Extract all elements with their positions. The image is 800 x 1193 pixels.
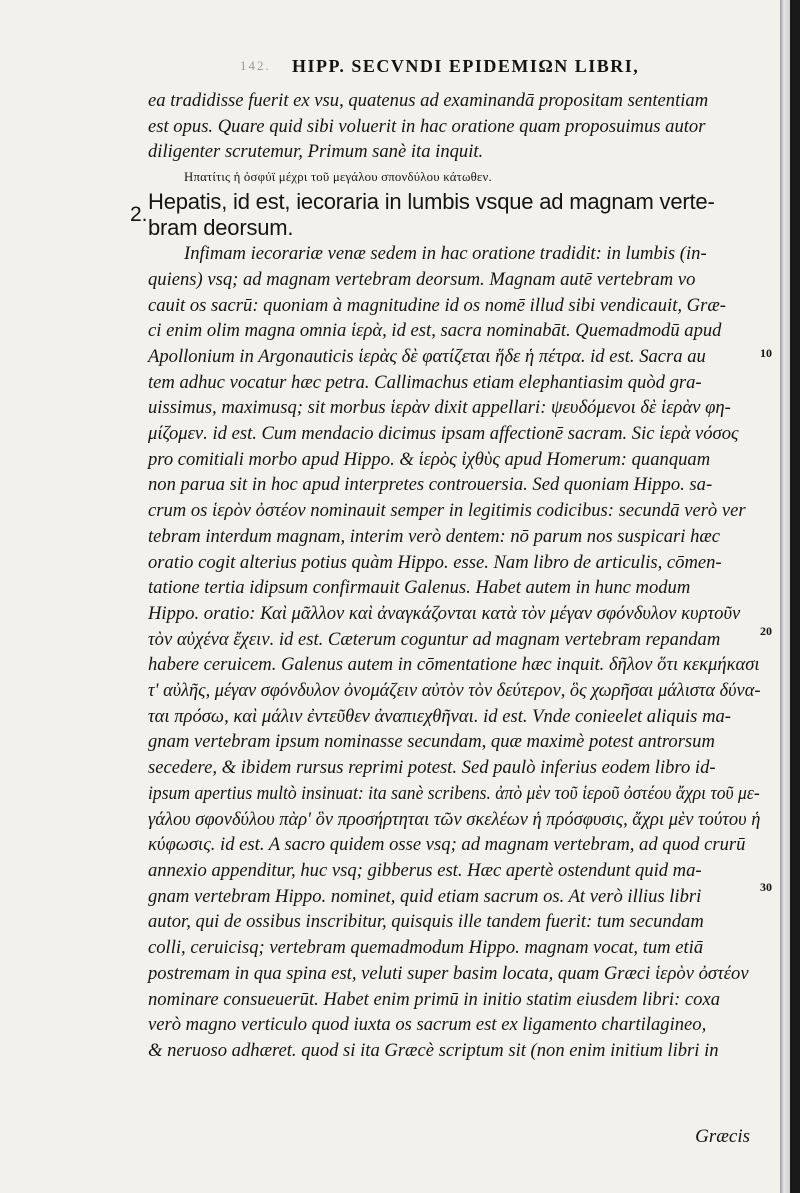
page-edge (780, 0, 790, 1193)
commentary-line: κύφωσις. id est. A sacro quidem osse vsq; ad magnam vertebram, ad quod crurū (148, 834, 746, 856)
catchword: Græcis (695, 1126, 750, 1147)
text-line: ea tradidisse fuerit ex vsu, quatenus ad examinandā propositam sententiam (148, 90, 709, 111)
commentary-line: & neruoso adhæret. quod si ita Græcè scriptum sit (non enim initium libri in (148, 1039, 719, 1061)
commentary-line: colli, ceruicisq; vertebram quemadmodum Hippo. magnam vocat, tum etiā (148, 937, 704, 959)
commentary-line: nominare consueuerūt. Habet enim primū in initio statim eiusdem libri: coxa (148, 988, 721, 1010)
commentary-line: gnam vertebram ipsum nominasse secundam, quæ maximè potest antrorsum (148, 731, 715, 753)
commentary-line: crum os ἱερὸν ὀστέον nominauit semper in legitimis codicibus: secundā verò ver (148, 500, 746, 522)
commentary-block (148, 241, 760, 1064)
commentary-line: secedere, & ibidem rursus reprimi potest. Sed paulò inferius eodem libro id- (148, 757, 716, 779)
commentary-line: Apollonium in Argonauticis ἱερὰς δὲ φατίζεται ἥδε ἡ πέτρα. id est. Sacra au (148, 345, 706, 367)
lemma-heading: Hepatis, id est, iecoraria in lumbis vsque ad magnam verte- (148, 189, 715, 215)
commentary-line: verò magno verticulo quod iuxta os sacrum est ex ligamento chartilagineo, (148, 1014, 707, 1036)
commentary-line: tebram interdum magnam, interim verò dentem: nō parum nos suspicari hæc (148, 525, 721, 547)
margin-line-number: 10 (760, 346, 772, 360)
text-line: diligenter scrutemur, Primum sanè ita inquit. (148, 141, 484, 163)
commentary-line: gnam vertebram Hippo. nominet, quid etiam sacrum os. At verò illius libri (148, 885, 702, 907)
commentary-line: non parua sit in hoc apud interpretes controuersia. Sed quoniam Hippo. sa- (148, 474, 713, 496)
margin-line-number: 30 (760, 880, 772, 894)
lemma-heading: bram deorsum. (148, 215, 294, 241)
commentary-line: oratio cogit alterius potius quàm Hippo. esse. Nam libro de articulis, cōmen- (148, 551, 722, 573)
folio-number: 142. (240, 58, 271, 73)
commentary-line: τ' αὐλῆς, μέγαν σφόνδυλον ὀνομάζειν αὐτὸν τὸν δεύτερον, ὃς χωρῆσαι μάλιστα δύνα- (148, 680, 761, 702)
commentary-line: autor, qui de ossibus inscribitur, quisquis ille tandem fuerit: tum secundam (148, 911, 704, 933)
commentary-line: Hippo. oratio: Καὶ μᾶλλον καὶ ἀναγκάζονται κατὰ τὸν μέγαν σφόνδυλον κυρτοῦν (148, 602, 741, 624)
commentary-line: ipsum apertius multò insinuat: ita sanè scribens. ἀπὸ μὲν τοῦ ἱεροῦ ὀστέου ἄχρι τοῦ με- (148, 782, 760, 804)
commentary-line: tem adhuc vocatur hæc petra. Callimachus etiam elephantiasim quòd gra- (148, 371, 702, 393)
commentary-line: τὸν αὐχένα ἔχειν. id est. Cæterum coguntur ad magnam vertebram repandam (148, 628, 721, 650)
commentary-line: ci enim olim magna omnia ἱερὰ, id est, sacra nominabāt. Quemadmodū apud (148, 320, 722, 342)
page-body (148, 88, 760, 1064)
commentary-line: pro comitiali morbo apud Hippo. & ἱερὸς ἰχθὺς apud Homerum: quanquam (148, 448, 711, 470)
commentary-line: quiens) vsq; ad magnam vertebram deorsum. Magnam autē vertebram vo (148, 268, 696, 290)
commentary-line: ται πρόσω, καὶ μάλιν ἐντεῦθεν ἀναπιεχθῆναι. id est. Vnde conieelet aliquis ma- (148, 705, 731, 727)
commentary-line: uissimus, maximusq; sit morbus ἱερὰν dixit appellari: ψευδόμενοι δὲ ἱερὰν φη- (148, 397, 731, 419)
commentary-line: postremam in qua spina est, veluti super basim locata, quam Græci ἱερὸν ὀστέον (148, 962, 749, 984)
commentary-line: γάλου σφονδύλου πὰρ' ὃν προσήρτηται τῶν σκελέων ἡ πρόσφυσις, ἄχρι μὲν τούτου ἡ (148, 808, 761, 830)
commentary-line: cauit os sacrū: quoniam à magnitudine id os nomē illud sibi vendicauit, Græ- (148, 294, 726, 316)
commentary-line: Infimam iecorariæ venæ sedem in hac oratione tradidit: in lumbis (in- (184, 243, 707, 265)
running-head: HIPP. SECVNDI EPIDEMIΩN LIBRI, (292, 56, 640, 76)
commentary-line: annexio appenditur, huc vsq; gibberus est. Hæc apertè ostendunt quid ma- (148, 859, 702, 881)
section-number: 2. (130, 203, 148, 226)
commentary-line: habere ceruicem. Galenus autem in cōmentatione hæc inquit. δῆλον ὅτι κεκμήκασι (148, 654, 760, 676)
text-line: est opus. Quare quid sibi voluerit in hac oratione quam proposuimus autor (148, 115, 706, 137)
commentary-line: μίζομεν. id est. Cum mendacio dicimus ipsam affectionē sacram. Sic ἱερὰ νόσος (148, 423, 739, 445)
margin-line-number: 20 (760, 624, 772, 638)
commentary-line: tatione tertia idipsum confirmauit Galenus. Habet autem in hunc modum (148, 577, 691, 599)
greek-lemma: Ηπατίτις ἡ ὀσφύϊ μέχρι τοῦ μεγάλου σπονδύλου κάτωθεν. (184, 170, 492, 185)
